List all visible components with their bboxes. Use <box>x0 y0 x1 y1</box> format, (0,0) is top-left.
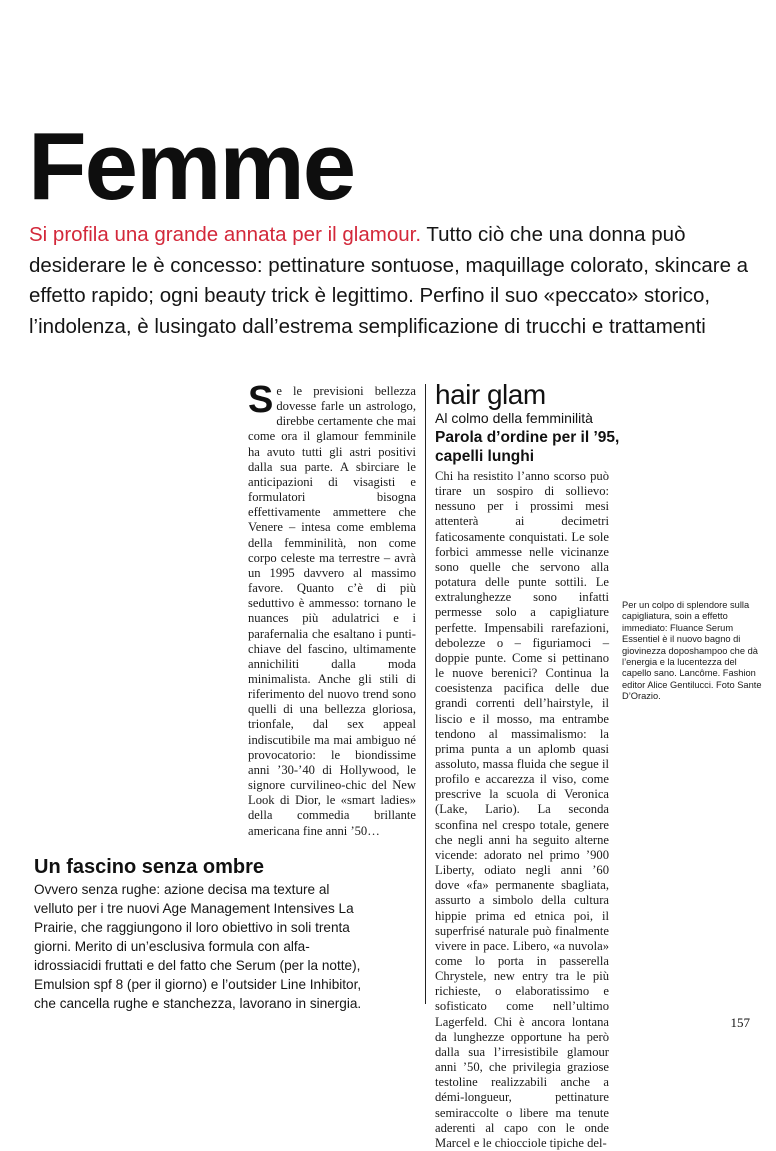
page-title: Femme <box>28 113 355 220</box>
drop-cap: S <box>248 379 274 421</box>
hair-column-text: Chi ha resistito l’anno scorso può tirare un sospiro di sollievo: nessuno per i prossimi mesi attenterà ai decimetri faticosamente conquistati. Le sole forbici ammesse nelle vicinanze sono quelle che servono alla potatura delle punte sottili. Le extralunghezze sono infatti permesse solo a capigliature perfette. Impensabili rarefazioni, debolezze o – figuriamoci – doppie punte. Come si pettinano le nuove berenici? Continua la coesistenza pacifica delle due grandi correnti dell’hairstyle, il liscio e il mosso, ma entrambe tendono al massimalismo: la prima punta a un aplomb quasi assoluto, massa fluida che segue il profilo e accarezza il viso, come prescrive la scuola di Veronica (Lake, Lario). La seconda sconfina nel crespo totale, genere che negli anni ha seguito alterne vicende: adorato nel primo ’900 Liberty, odiato negli anni ’60 dove «fa» permanente sbagliata, assurto a simbolo della cultura hippie prima ed etnica poi, il superfrisé naturale può finalmente vivere in pace. Libero, «a nuvola» come lo porta in passerella Chrystele, new entry tra le più richieste, o elaboratissimo e sofisticato come nell’ultimo Lagerfeld. Chi è ancora lontana da lunghezze opportune ha però dalla sua l’irresistibile glamour anni ’50, che privilegia graziose testoline realizzabili anche a démi-longueur, pettinature semiraccolte o libere ma tenute aderenti al capo con le onde Marcel e le chiocciole tipiche del- <box>435 469 609 1150</box>
intro-column <box>248 379 416 839</box>
skincare-text: Ovvero senza rughe: azione decisa ma texture al velluto per i tre nuovi Age Management Intensives La Prairie, che raggiungono il loro obiettivo in soli trenta giorni. Merito di un’esclusiva formula con alfa-idrossiacidi fruttati e del fatto che Serum (per la notte), Emulsion spf 8 (per il giorno) e l’outsider Line Inhibitor, che cancella rughe e stanchezza, lavorano in sinergia. <box>34 882 362 1011</box>
lead-text: Tutto ciò che una donna può desiderare le è concesso: pettinature sontuose, maquillage colorato, skincare a effetto rapido; ogni beauty trick è legittimo. Perfino il suo «peccato» storico, l’indolenza, è lusingato dall’estrema semplificazione di trucchi e trattamenti <box>29 223 749 338</box>
photo-caption: Per un colpo di splendore sulla capigliatura, soin a effetto immediato: Fluance Serum Essentiel è il nuovo bagno di giovinezza doposhampoo che dà l’energia e la lucentezza del capello sano. Lancôme. Fashion editor Alice Gentilucci. Foto Sante D’Orazio. <box>622 600 762 702</box>
lead-highlight: Si profila una grande annata per il glamour. <box>29 223 422 246</box>
column-divider <box>425 384 426 1004</box>
intro-text: e le previsioni bellezza dovesse farle un astrologo, direbbe certamente che mai come ora il glamour femminile ha avuto tutti gli astri positivi dalla sua parte. A sbirciare le anticipazioni di visagisti e formulatori bisogna effettivamente ammettere che Venere – intesa come emblema della femminilità, non come corpo celeste ma terrestre – avrà un 1995 davvero al massimo favore. Quanto c’è di più seduttivo è ammesso: tornano le nuances più adulatrici e i parafernalia che esaltano i punti-chiave del fascino, ultimamente annichiliti dalla moda minimalista. Anche gli stili di riferimento del nuovo trend sono quelli di una bellezza gloriosa, trionfale, dal sex appeal indiscutibile ma mai ambiguo né provocatorio: le biondissime anni ’30-’40 di Hollywood, le signore curvilineo-chic del New Look di Dior, le «smart ladies» della commedia brillante americana fine anni ’50… <box>248 384 416 838</box>
section-title-hair-glam: hair glam <box>435 379 546 410</box>
page-number: 157 <box>730 1015 750 1030</box>
section-subtitle: Al colmo della femminilità <box>435 410 593 426</box>
section-headline: Parola d’ordine per il ’95, capelli lunghi <box>435 429 620 465</box>
skincare-heading: Un fascino senza ombre <box>34 856 265 878</box>
lead-paragraph <box>29 220 749 342</box>
